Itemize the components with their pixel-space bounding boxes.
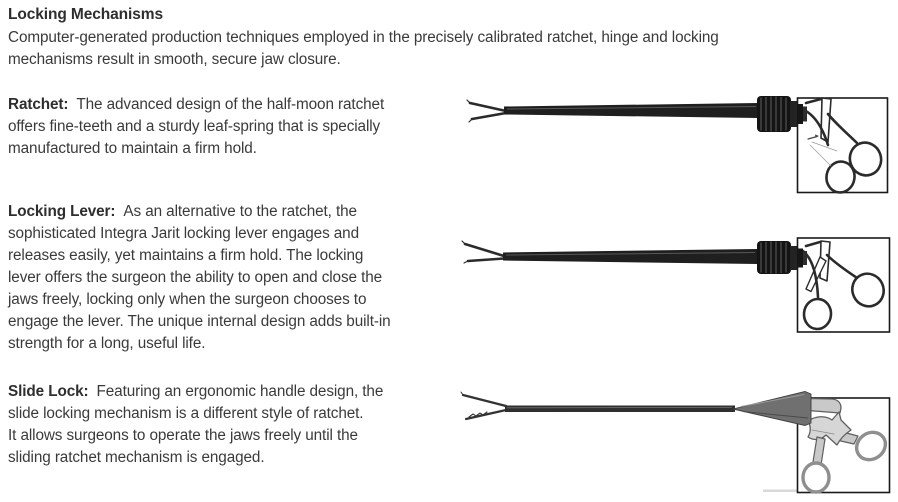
section-label-locking-lever: Locking Lever:: [8, 203, 116, 220]
section-text-line: sophisticated Integra Jarit locking lever engages and: [8, 225, 359, 242]
intro-line: mechanisms result in smooth, secure jaw closure.: [8, 51, 341, 68]
section-label-slide-lock: Slide Lock:: [8, 383, 89, 400]
thumb-ring: [803, 463, 829, 492]
section-first-line: [8, 381, 383, 403]
section-text-line: lever offers the surgeon the ability to open and close the: [8, 269, 383, 286]
grasper-jaw-icon: [462, 241, 504, 263]
section-text-line: As an alternative to the ratchet, the: [123, 203, 357, 220]
intro-line: Computer-generated production techniques employed in the precisely calibrated ratchet, hinge and locking: [8, 29, 719, 46]
intro-paragraph: [8, 27, 719, 71]
ratchet-instrument-illustration: [460, 88, 898, 198]
section-text-line: manufactured to maintain a firm hold.: [8, 140, 257, 157]
section-text-line: It allows surgeons to operate the jaws freely until the: [8, 427, 358, 444]
locking-lever-instrument-illustration: [460, 233, 898, 336]
section-slide-lock-text: [8, 381, 383, 469]
section-text-line: sliding ratchet mechanism is engaged.: [8, 449, 265, 466]
shadow-line: [763, 490, 797, 493]
handle-top-bar: [808, 399, 841, 414]
section-text-line: offers fine-teeth and a sturdy leaf-spring that is specially: [8, 118, 381, 135]
instrument-shaft: [503, 249, 757, 264]
section-text-line: jaws freely, locking only when the surgeon chooses to: [8, 291, 367, 308]
section-locking-lever-text: [8, 201, 391, 355]
section-ratchet-text: [8, 94, 384, 160]
grasper-jaw-icon: [467, 100, 506, 122]
section-text-line: strength for a long, useful life.: [8, 335, 206, 352]
instrument-shaft: [504, 103, 758, 118]
section-first-line: [8, 94, 384, 116]
section-text-line: Featuring an ergonomic handle design, the: [96, 383, 384, 400]
section-text-line: engage the lever. The unique internal design adds built-in: [8, 313, 391, 330]
thumb-ring: [803, 298, 833, 330]
section-text-line: releases easily, yet maintains a firm hold. The locking: [8, 247, 364, 264]
section-label-ratchet: Ratchet:: [8, 96, 69, 113]
section-text-line: The advanced design of the half-moon ratchet: [76, 96, 385, 113]
conical-hub: [733, 392, 811, 426]
instrument-shaft: [505, 406, 735, 413]
section-text-line: slide locking mechanism is a different style of ratchet.: [8, 405, 364, 422]
page-title: Locking Mechanisms: [8, 6, 163, 23]
slide-lock-instrument-illustration: [460, 390, 898, 496]
grasper-jaw-icon: [461, 392, 506, 419]
section-first-line: [8, 201, 391, 223]
